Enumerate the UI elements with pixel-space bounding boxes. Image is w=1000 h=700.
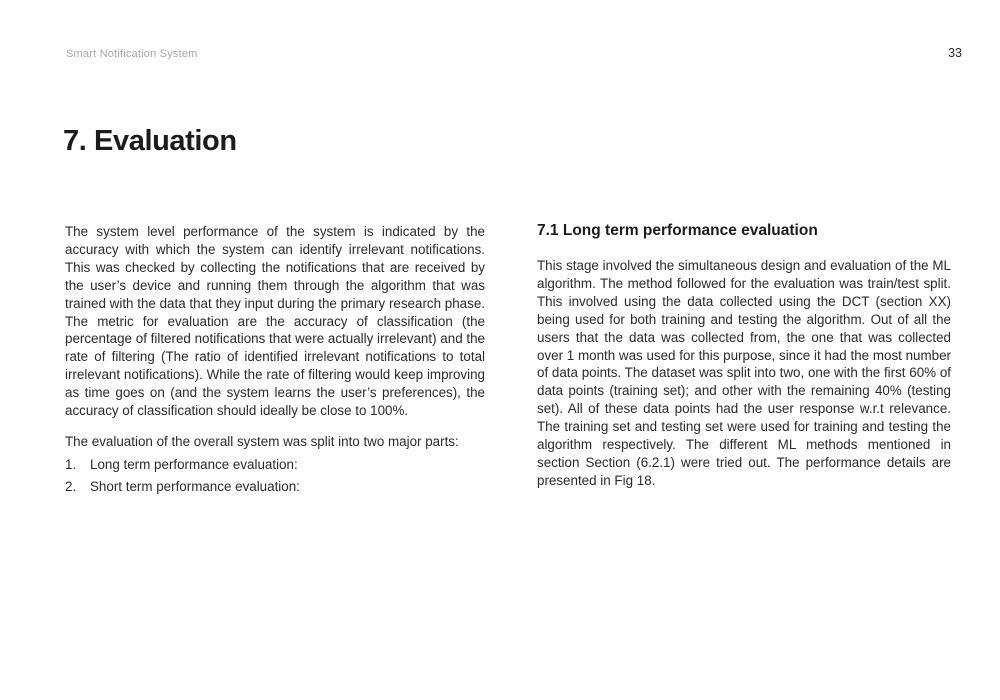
list-item <box>65 456 485 474</box>
left-column-paragraph: The system level performance of the system is indicated by the accuracy with which the system can identify irrelevant notifications. This was checked by collecting the notifications that are received by the user’s device and running them through the algorithm that was trained with the data that they input during the primary research phase. The metric for evaluation are the accuracy of classification (the percentage of filtered notifications that were actually irrelevant) and the rate of filtering (The ratio of identified irrelevant notifications to total irrelevant notifications). While the rate of filtering would keep improving as time goes on (and the system learns the user’s preferences), the accuracy of classification should ideally be close to 100%. <box>65 224 485 419</box>
list-item-number: 2. <box>65 478 77 494</box>
section-heading: 7. Evaluation <box>63 125 237 157</box>
left-column <box>65 223 485 500</box>
numbered-list <box>65 456 485 496</box>
list-item <box>65 478 485 496</box>
list-item-number: 1. <box>65 456 77 472</box>
right-column-paragraph: This stage involved the simultaneous design and evaluation of the ML algorithm. The method followed for the evaluation was train/test split. This involved using the data collected using the DCT (section XX) being used for both training and testing the algorithm. Out of all the users that the data was collected from, the one that was collected over 1 month was used for this purpose, since it had the most number of data points. The dataset was split into two, one with the first 60% of data points (training set); and other with the remaining 40% (testing set). All of these data points had the user response w.r.t relevance. The training set and testing set were used for training and testing the algorithm respectively. The different ML methods mentioned in section Section (6.2.1) were tried out. The performance details are presented in Fig 18. <box>537 258 951 488</box>
list-item-text: Long term performance evaluation: <box>90 456 298 472</box>
list-item-text: Short term performance evaluation: <box>90 478 300 494</box>
page-number: 33 <box>948 46 962 60</box>
running-header-title: Smart Notification System <box>66 48 198 60</box>
subsection-heading: 7.1 Long term performance evaluation <box>537 222 818 239</box>
right-column <box>537 222 951 490</box>
list-intro-paragraph: The evaluation of the overall system was split into two major parts: <box>65 433 459 449</box>
